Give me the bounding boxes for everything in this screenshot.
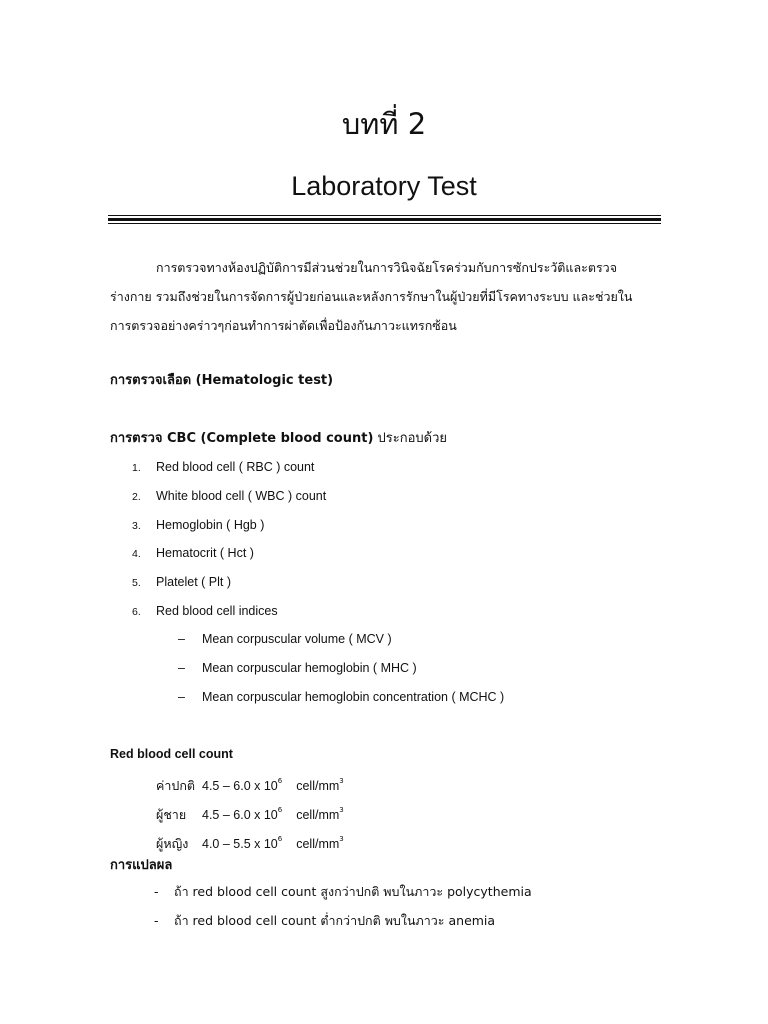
title-divider-top (108, 215, 661, 216)
list-text: Mean corpuscular hemoglobin concentration ( MCHC ) (202, 690, 505, 705)
list-item (110, 571, 326, 600)
intro-paragraph (110, 254, 662, 341)
list-text: ถ้า red blood cell count สูงกว่าปกติ พบในภาวะ polycythemia (174, 884, 532, 899)
normal-value-row (156, 770, 344, 799)
list-item (178, 657, 504, 686)
list-item (178, 686, 504, 715)
list-item (110, 485, 326, 514)
list-text: Red blood cell indices (156, 603, 278, 618)
intro-line: ร่างกาย รวมถึงช่วยในการจัดการผู้ป่วยก่อนและหลังการรักษาในผู้ป่วยที่มีโรคทางระบบ และช่วยใน (110, 289, 633, 304)
chapter-subtitle: Laboratory Test (291, 171, 477, 201)
list-text: White blood cell ( WBC ) count (156, 488, 327, 503)
normal-label: ผู้หญิง (156, 836, 189, 851)
unit-exponent: 3 (339, 777, 344, 785)
normal-range: 4.5 – 6.0 x 10 (202, 779, 278, 793)
list-text: Hematocrit ( Hct ) (156, 546, 254, 561)
list-text: Hemoglobin ( Hgb ) (156, 517, 265, 532)
normal-value-row (156, 799, 344, 828)
title-divider-bottom (108, 223, 661, 224)
list-text: Mean corpuscular hemoglobin ( MHC ) (202, 661, 417, 676)
dash-bullet: – (178, 661, 185, 676)
list-text: Mean corpuscular volume ( MCV ) (202, 632, 392, 646)
normal-label: ค่าปกติ (156, 778, 196, 793)
list-item (154, 881, 532, 910)
cbc-heading-plain: ประกอบด้วย (373, 431, 448, 446)
intro-line: การตรวจทางห้องปฏิบัติการมีส่วนช่วยในการวินิจฉัยโรคร่วมกับการซักประวัติและตรวจ (156, 260, 618, 275)
indices-list (178, 628, 504, 716)
list-number: 5. (132, 577, 141, 590)
normal-unit: cell/mm (296, 837, 340, 851)
list-text: Red blood cell ( RBC ) count (156, 460, 315, 474)
list-item (110, 514, 326, 543)
intro-line: การตรวจอย่างคร่าวๆก่อนทำการผ่าตัดเพื่อป้องกันภาวะแทรกซ้อน (110, 318, 457, 333)
range-exponent: 6 (277, 777, 283, 785)
unit-exponent: 3 (339, 806, 344, 814)
cbc-heading-bold: การตรวจ CBC (Complete blood count) (110, 431, 374, 446)
interpretation-heading: การแปลผล (110, 858, 173, 873)
normal-label: ผู้ชาย (156, 807, 187, 822)
range-exponent: 6 (277, 806, 283, 814)
list-item (154, 910, 532, 939)
normal-unit: cell/mm (296, 808, 340, 822)
list-text: Platelet ( Plt ) (156, 575, 232, 590)
cbc-heading (110, 429, 447, 449)
list-text: ถ้า red blood cell count ต่ำกว่าปกติ พบในภาวะ anemia (174, 913, 496, 928)
title-divider-thick (108, 218, 661, 221)
normal-range: 4.5 – 6.0 x 10 (202, 808, 278, 822)
list-number: 2. (132, 490, 141, 503)
dash-bullet: - (154, 913, 159, 928)
dash-bullet: - (154, 884, 159, 899)
normal-unit: cell/mm (296, 779, 340, 793)
list-number: 1. (132, 462, 141, 474)
range-exponent: 6 (277, 835, 283, 843)
list-number: 6. (132, 605, 141, 618)
unit-exponent: 3 (339, 835, 344, 843)
chapter-title: บทที่ 2 (341, 107, 427, 141)
list-number: 4. (132, 548, 141, 561)
normal-values (156, 770, 344, 857)
rbc-heading: Red blood cell count (110, 747, 233, 761)
dash-bullet: – (178, 632, 185, 646)
interpretation-list (154, 881, 532, 939)
cbc-list (110, 456, 326, 629)
list-item (178, 628, 504, 657)
list-number: 3. (132, 519, 141, 532)
normal-range: 4.0 – 5.5 x 10 (202, 837, 278, 851)
list-item (110, 542, 326, 571)
normal-value-row (156, 828, 344, 857)
list-item (110, 600, 326, 629)
dash-bullet: – (178, 690, 185, 705)
list-item (110, 456, 326, 485)
section-heading: การตรวจเลือด (Hematologic test) (110, 373, 334, 388)
